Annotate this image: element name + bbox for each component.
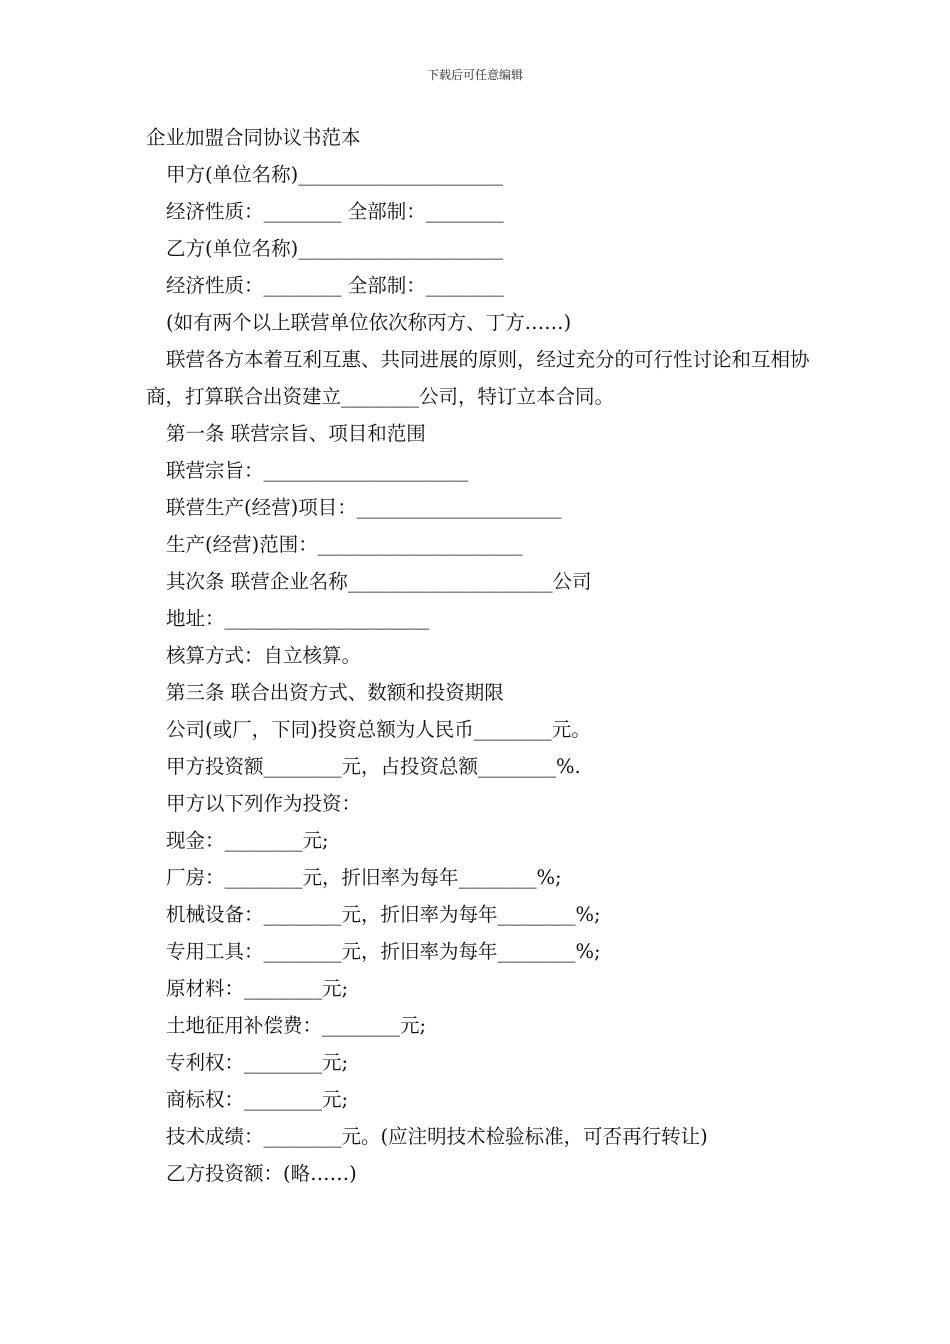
page-header: 下载后可任意编辑: [426, 68, 523, 82]
additional-parties-note: (如有两个以上联营单位依次称丙方、丁方……): [166, 311, 572, 334]
party-b-economic-nature: 经济性质：________ 全部制：________: [166, 274, 504, 297]
total-investment-line: 公司(或厂，下同)投资总额为人民币________元。: [166, 718, 591, 741]
party-a-economic-nature: 经济性质：________ 全部制：________: [166, 200, 504, 223]
party-b-name: 乙方(单位名称)_____________________: [166, 237, 503, 260]
raw-materials-line: 原材料：________元;: [166, 977, 349, 1000]
cash-line: 现金：________元;: [166, 829, 329, 852]
factory-building-line: 厂房：________元，折旧率为每年________%;: [166, 866, 562, 889]
party-a-investment-items-heading: 甲方以下列作为投资：: [166, 792, 362, 815]
joint-project-line: 联营生产(经营)项目：_____________________: [166, 496, 562, 519]
trademark-line: 商标权：________元;: [166, 1088, 349, 1111]
patent-line: 专利权：________元;: [166, 1051, 349, 1074]
joint-purpose-line: 联营宗旨：_____________________: [166, 459, 469, 482]
article-3-heading: 第三条 联合出资方式、数额和投资期限: [166, 681, 504, 704]
business-scope-line: 生产(经营)范围：_____________________: [166, 533, 523, 556]
intro-paragraph: 联营各方本着互利互惠、共同进展的原则，经过充分的可行性讨论和互相协商，打算联合出资建立________公司，特订立本合同。: [146, 348, 810, 408]
party-a-investment-line: 甲方投资额________元，占投资总额________%.: [166, 755, 581, 778]
party-b-investment-line: 乙方投资额：(略……): [166, 1162, 357, 1185]
accounting-method-line: 核算方式：自立核算。: [166, 644, 362, 667]
land-compensation-line: 土地征用补偿费：________元;: [166, 1014, 427, 1037]
party-a-name: 甲方(单位名称)_____________________: [166, 163, 503, 186]
address-line: 地址：_____________________: [166, 607, 430, 630]
machinery-line: 机械设备：________元，折旧率为每年________%;: [166, 903, 601, 926]
technology-line: 技术成绩：________元。(应注明技术检验标准，可否再行转让): [166, 1125, 708, 1148]
document-body: [146, 119, 811, 1192]
special-tools-line: 专用工具：________元，折旧率为每年________%;: [166, 940, 601, 963]
article-1-heading: 第一条 联营宗旨、项目和范围: [166, 422, 426, 445]
article-2-heading: 其次条 联营企业名称_____________________公司: [166, 570, 592, 593]
document-title: 企业加盟合同协议书范本: [146, 126, 361, 149]
